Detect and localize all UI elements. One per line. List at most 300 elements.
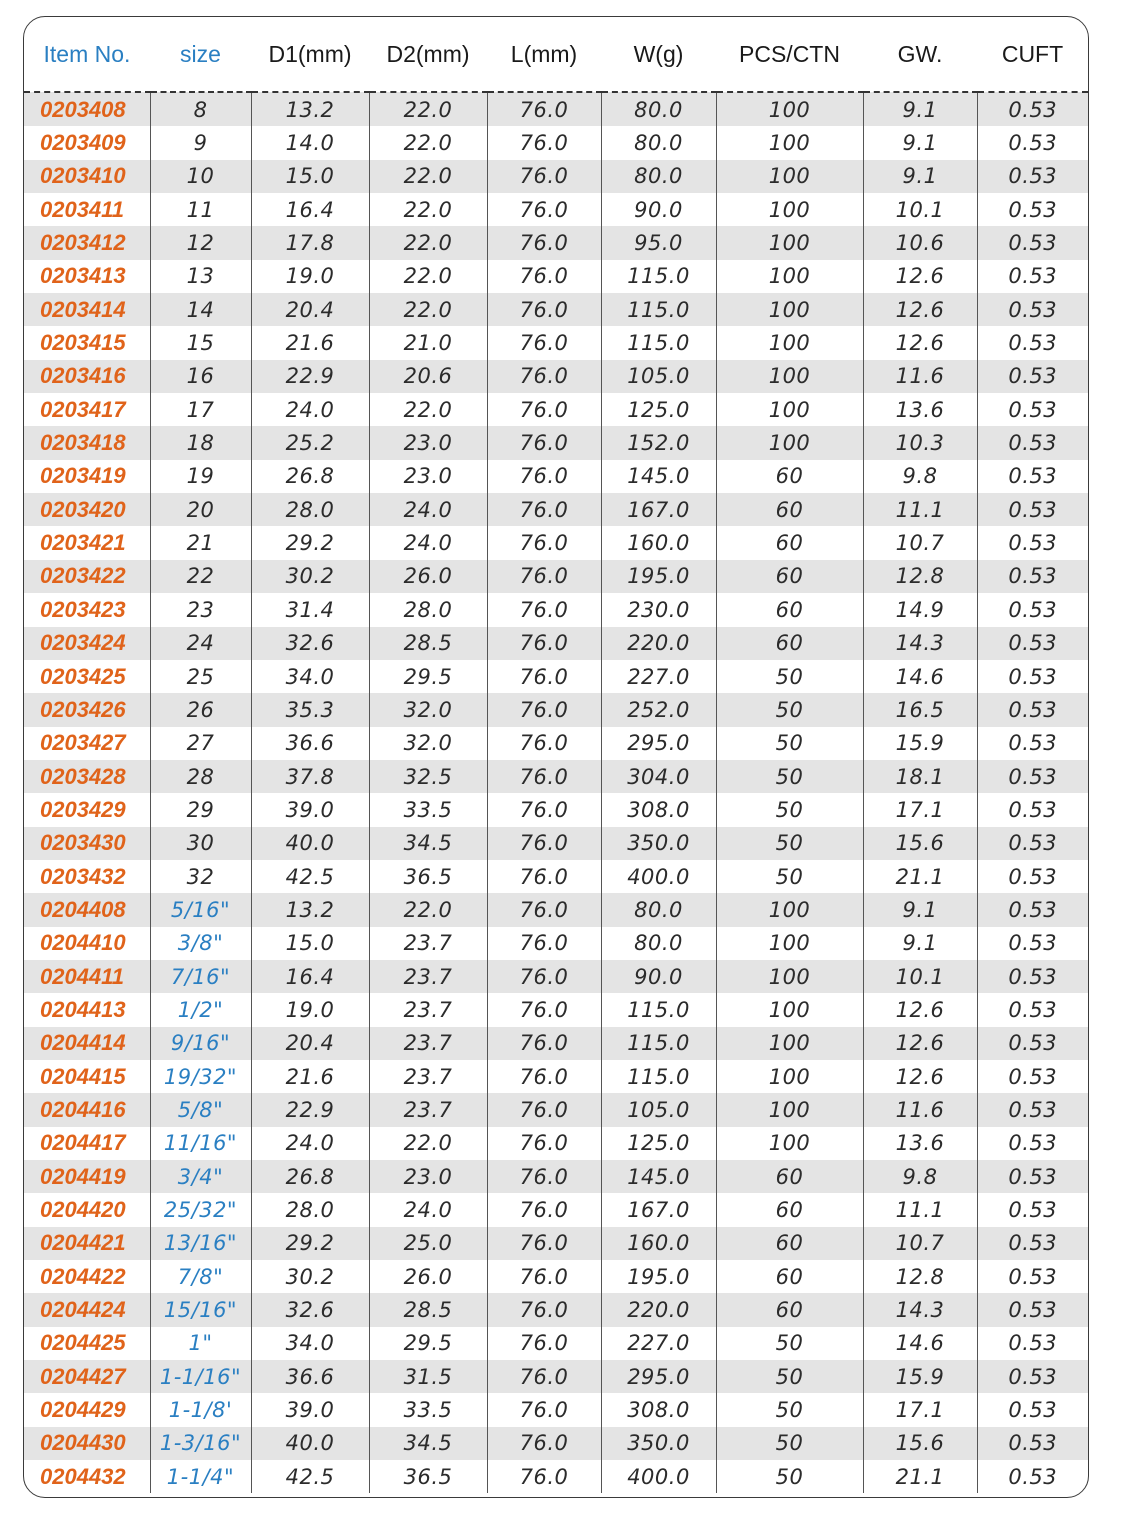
d2-cell: 23.7 [369, 993, 487, 1026]
d1-cell: 37.8 [251, 760, 369, 793]
length-cell: 76.0 [487, 126, 601, 159]
cuft-cell: 0.53 [977, 627, 1088, 660]
table-row [24, 1360, 1088, 1393]
length-cell: 76.0 [487, 1327, 601, 1360]
size-cell: 1-1/16" [150, 1360, 251, 1393]
d2-cell: 21.0 [369, 326, 487, 359]
d2-cell: 23.0 [369, 460, 487, 493]
length-cell: 76.0 [487, 393, 601, 426]
gross-weight-cell: 14.6 [863, 660, 977, 693]
weight-cell: 295.0 [601, 1360, 716, 1393]
length-cell: 76.0 [487, 1393, 601, 1426]
d1-cell: 16.4 [251, 960, 369, 993]
pcs-ctn-cell: 50 [716, 827, 863, 860]
weight-cell: 115.0 [601, 260, 716, 293]
d1-cell: 36.6 [251, 1360, 369, 1393]
d1-cell: 22.9 [251, 1093, 369, 1126]
weight-cell: 105.0 [601, 360, 716, 393]
d2-cell: 32.0 [369, 727, 487, 760]
cuft-cell: 0.53 [977, 1193, 1088, 1226]
d1-cell: 39.0 [251, 793, 369, 826]
cuft-cell: 0.53 [977, 1293, 1088, 1326]
header-size: size [150, 17, 251, 92]
d2-cell: 22.0 [369, 92, 487, 126]
length-cell: 76.0 [487, 593, 601, 626]
weight-cell: 400.0 [601, 860, 716, 893]
table-row [24, 226, 1088, 259]
pcs-ctn-cell: 100 [716, 326, 863, 359]
d1-cell: 26.8 [251, 460, 369, 493]
weight-cell: 152.0 [601, 426, 716, 459]
d1-cell: 13.2 [251, 92, 369, 126]
size-cell: 11 [150, 193, 251, 226]
d2-cell: 25.0 [369, 1227, 487, 1260]
d1-cell: 36.6 [251, 727, 369, 760]
pcs-ctn-cell: 100 [716, 393, 863, 426]
table-row [24, 593, 1088, 626]
d1-cell: 26.8 [251, 1160, 369, 1193]
pcs-ctn-cell: 60 [716, 593, 863, 626]
gross-weight-cell: 13.6 [863, 1127, 977, 1160]
length-cell: 76.0 [487, 1160, 601, 1193]
pcs-ctn-cell: 50 [716, 1427, 863, 1460]
d1-cell: 30.2 [251, 560, 369, 593]
table-row [24, 460, 1088, 493]
weight-cell: 80.0 [601, 160, 716, 193]
length-cell: 76.0 [487, 927, 601, 960]
d2-cell: 32.0 [369, 693, 487, 726]
cuft-cell: 0.53 [977, 293, 1088, 326]
table-row [24, 526, 1088, 559]
gross-weight-cell: 12.6 [863, 293, 977, 326]
cuft-cell: 0.53 [977, 1460, 1088, 1493]
cuft-cell: 0.53 [977, 1393, 1088, 1426]
length-cell: 76.0 [487, 1360, 601, 1393]
gross-weight-cell: 17.1 [863, 1393, 977, 1426]
d2-cell: 26.0 [369, 1260, 487, 1293]
cuft-cell: 0.53 [977, 126, 1088, 159]
pcs-ctn-cell: 100 [716, 226, 863, 259]
pcs-ctn-cell: 60 [716, 1160, 863, 1193]
gross-weight-cell: 9.1 [863, 92, 977, 126]
d1-cell: 24.0 [251, 1127, 369, 1160]
pcs-ctn-cell: 100 [716, 1093, 863, 1126]
d2-cell: 33.5 [369, 1393, 487, 1426]
size-cell: 19/32" [150, 1060, 251, 1093]
length-cell: 76.0 [487, 827, 601, 860]
item-no-cell: 0204415 [40, 1063, 126, 1089]
weight-cell: 220.0 [601, 627, 716, 660]
length-cell: 76.0 [487, 1427, 601, 1460]
size-cell: 13/16" [150, 1227, 251, 1260]
gross-weight-cell: 11.6 [863, 1093, 977, 1126]
length-cell: 76.0 [487, 860, 601, 893]
size-cell: 11/16" [150, 1127, 251, 1160]
weight-cell: 195.0 [601, 560, 716, 593]
table-row [24, 1293, 1088, 1326]
weight-cell: 80.0 [601, 92, 716, 126]
table-row [24, 560, 1088, 593]
item-no-cell: 0203414 [24, 293, 150, 326]
item-no-cell: 0204417 [40, 1130, 126, 1156]
pcs-ctn-cell: 100 [716, 993, 863, 1026]
table-body [24, 92, 1088, 1493]
weight-cell: 115.0 [601, 1027, 716, 1060]
item-no-cell: 0203420 [24, 493, 150, 526]
item-no-cell: 0203411 [40, 196, 125, 222]
weight-cell: 400.0 [601, 1460, 716, 1493]
d1-cell: 31.4 [251, 593, 369, 626]
weight-cell: 125.0 [601, 1127, 716, 1160]
size-cell: 7/16" [150, 960, 251, 993]
cuft-cell: 0.53 [977, 727, 1088, 760]
d2-cell: 23.7 [369, 927, 487, 960]
size-cell: 25 [150, 660, 251, 693]
table-row [24, 160, 1088, 193]
d2-cell: 23.7 [369, 1027, 487, 1060]
cuft-cell: 0.53 [977, 1227, 1088, 1260]
header-weight: W(g) [601, 17, 716, 92]
gross-weight-cell: 12.6 [863, 1060, 977, 1093]
weight-cell: 160.0 [601, 526, 716, 559]
gross-weight-cell: 12.6 [863, 260, 977, 293]
gross-weight-cell: 14.3 [863, 1293, 977, 1326]
size-cell: 20 [150, 493, 251, 526]
table-row [24, 1460, 1088, 1493]
pcs-ctn-cell: 60 [716, 1260, 863, 1293]
d2-cell: 23.7 [369, 1093, 487, 1126]
header-d1: D1(mm) [251, 17, 369, 92]
size-cell: 30 [150, 827, 251, 860]
weight-cell: 145.0 [601, 1160, 716, 1193]
item-no-cell: 0204410 [40, 930, 126, 956]
cuft-cell: 0.53 [977, 426, 1088, 459]
gross-weight-cell: 14.9 [863, 593, 977, 626]
size-cell: 15 [150, 326, 251, 359]
size-cell: 1/2" [150, 993, 251, 1026]
gross-weight-cell: 17.1 [863, 793, 977, 826]
d1-cell: 40.0 [251, 1427, 369, 1460]
cuft-cell: 0.53 [977, 1360, 1088, 1393]
length-cell: 76.0 [487, 993, 601, 1026]
weight-cell: 95.0 [601, 226, 716, 259]
table-row [24, 426, 1088, 459]
item-no-cell: 0204420 [40, 1197, 126, 1223]
d2-cell: 33.5 [369, 793, 487, 826]
length-cell: 76.0 [487, 1260, 601, 1293]
item-no-cell: 0204429 [40, 1397, 126, 1423]
d2-cell: 23.7 [369, 960, 487, 993]
gross-weight-cell: 15.6 [863, 1427, 977, 1460]
cuft-cell: 0.53 [977, 1427, 1088, 1460]
cuft-cell: 0.53 [977, 893, 1088, 926]
d2-cell: 22.0 [369, 393, 487, 426]
d1-cell: 32.6 [251, 627, 369, 660]
pcs-ctn-cell: 60 [716, 1193, 863, 1226]
gross-weight-cell: 11.6 [863, 360, 977, 393]
size-cell: 3/8" [150, 927, 251, 960]
cuft-cell: 0.53 [977, 1327, 1088, 1360]
table-row [24, 1327, 1088, 1360]
weight-cell: 227.0 [601, 660, 716, 693]
length-cell: 76.0 [487, 960, 601, 993]
cuft-cell: 0.53 [977, 493, 1088, 526]
length-cell: 76.0 [487, 326, 601, 359]
d1-cell: 30.2 [251, 1260, 369, 1293]
weight-cell: 115.0 [601, 293, 716, 326]
length-cell: 76.0 [487, 727, 601, 760]
length-cell: 76.0 [487, 1027, 601, 1060]
d2-cell: 28.0 [369, 593, 487, 626]
d1-cell: 22.9 [251, 360, 369, 393]
d1-cell: 21.6 [251, 1060, 369, 1093]
size-cell: 1-1/8' [150, 1393, 251, 1426]
item-no-cell: 0203419 [40, 463, 126, 489]
d1-cell: 16.4 [251, 193, 369, 226]
size-cell: 1-3/16" [150, 1427, 251, 1460]
spec-table-frame [23, 16, 1089, 1498]
gross-weight-cell: 14.6 [863, 1327, 977, 1360]
pcs-ctn-cell: 60 [716, 460, 863, 493]
length-cell: 76.0 [487, 1060, 601, 1093]
pcs-ctn-cell: 100 [716, 1027, 863, 1060]
size-cell: 1" [150, 1327, 251, 1360]
item-no-cell: 0203417 [40, 396, 126, 422]
d2-cell: 22.0 [369, 126, 487, 159]
weight-cell: 252.0 [601, 693, 716, 726]
size-cell: 24 [150, 627, 251, 660]
item-no-cell: 0204419 [24, 1160, 150, 1193]
d1-cell: 39.0 [251, 1393, 369, 1426]
gross-weight-cell: 15.9 [863, 1360, 977, 1393]
d2-cell: 28.5 [369, 627, 487, 660]
item-no-cell: 0203418 [24, 426, 150, 459]
table-row [24, 627, 1088, 660]
item-no-cell: 0204414 [24, 1027, 150, 1060]
d1-cell: 20.4 [251, 293, 369, 326]
length-cell: 76.0 [487, 360, 601, 393]
d1-cell: 28.0 [251, 493, 369, 526]
table-row [24, 827, 1088, 860]
item-no-cell: 0203421 [40, 530, 126, 556]
table-row [24, 693, 1088, 726]
cuft-cell: 0.53 [977, 326, 1088, 359]
d2-cell: 23.0 [369, 1160, 487, 1193]
gross-weight-cell: 10.3 [863, 426, 977, 459]
pcs-ctn-cell: 50 [716, 1360, 863, 1393]
table-row [24, 660, 1088, 693]
weight-cell: 295.0 [601, 727, 716, 760]
size-cell: 17 [150, 393, 251, 426]
cuft-cell: 0.53 [977, 1160, 1088, 1193]
table-row [24, 893, 1088, 926]
d2-cell: 29.5 [369, 1327, 487, 1360]
d1-cell: 15.0 [251, 160, 369, 193]
d2-cell: 22.0 [369, 160, 487, 193]
d2-cell: 26.0 [369, 560, 487, 593]
weight-cell: 90.0 [601, 193, 716, 226]
table-row [24, 193, 1088, 226]
pcs-ctn-cell: 100 [716, 160, 863, 193]
item-no-cell: 0204421 [24, 1227, 150, 1260]
cuft-cell: 0.53 [977, 360, 1088, 393]
length-cell: 76.0 [487, 92, 601, 126]
cuft-cell: 0.53 [977, 1127, 1088, 1160]
item-no-cell: 0204430 [24, 1427, 150, 1460]
table-row [24, 993, 1088, 1026]
d2-cell: 24.0 [369, 526, 487, 559]
weight-cell: 115.0 [601, 1060, 716, 1093]
cuft-cell: 0.53 [977, 560, 1088, 593]
item-no-cell: 0204424 [24, 1293, 150, 1326]
pcs-ctn-cell: 60 [716, 526, 863, 559]
item-no-cell: 0203423 [40, 596, 126, 622]
cuft-cell: 0.53 [977, 860, 1088, 893]
item-no-cell: 0203429 [40, 796, 126, 822]
gross-weight-cell: 16.5 [863, 693, 977, 726]
d2-cell: 22.0 [369, 893, 487, 926]
table-row [24, 1193, 1088, 1226]
item-no-cell: 0203428 [24, 760, 150, 793]
size-cell: 8 [150, 92, 251, 126]
item-no-cell: 0203415 [40, 330, 126, 356]
item-no-cell: 0203413 [40, 263, 126, 289]
cuft-cell: 0.53 [977, 260, 1088, 293]
d1-cell: 42.5 [251, 1460, 369, 1493]
table-row [24, 393, 1088, 426]
d2-cell: 23.7 [369, 1060, 487, 1093]
gross-weight-cell: 9.8 [863, 460, 977, 493]
pcs-ctn-cell: 50 [716, 860, 863, 893]
d1-cell: 21.6 [251, 326, 369, 359]
d1-cell: 42.5 [251, 860, 369, 893]
gross-weight-cell: 9.1 [863, 126, 977, 159]
gross-weight-cell: 9.1 [863, 160, 977, 193]
pcs-ctn-cell: 50 [716, 760, 863, 793]
cuft-cell: 0.53 [977, 760, 1088, 793]
item-no-cell: 0203412 [24, 226, 150, 259]
weight-cell: 230.0 [601, 593, 716, 626]
length-cell: 76.0 [487, 426, 601, 459]
table-header [24, 17, 1088, 92]
length-cell: 76.0 [487, 1460, 601, 1493]
table-row [24, 927, 1088, 960]
size-cell: 27 [150, 727, 251, 760]
weight-cell: 105.0 [601, 1093, 716, 1126]
d1-cell: 20.4 [251, 1027, 369, 1060]
weight-cell: 350.0 [601, 827, 716, 860]
cuft-cell: 0.53 [977, 593, 1088, 626]
table-row [24, 760, 1088, 793]
d2-cell: 24.0 [369, 1193, 487, 1226]
size-cell: 9 [150, 126, 251, 159]
item-no-cell: 0203430 [24, 827, 150, 860]
size-cell: 18 [150, 426, 251, 459]
d1-cell: 17.8 [251, 226, 369, 259]
d1-cell: 25.2 [251, 426, 369, 459]
pcs-ctn-cell: 50 [716, 660, 863, 693]
d1-cell: 24.0 [251, 393, 369, 426]
weight-cell: 125.0 [601, 393, 716, 426]
table-row [24, 260, 1088, 293]
cuft-cell: 0.53 [977, 660, 1088, 693]
size-cell: 32 [150, 860, 251, 893]
size-cell: 28 [150, 760, 251, 793]
weight-cell: 167.0 [601, 493, 716, 526]
size-cell: 10 [150, 160, 251, 193]
length-cell: 76.0 [487, 893, 601, 926]
gross-weight-cell: 13.6 [863, 393, 977, 426]
weight-cell: 160.0 [601, 1227, 716, 1260]
cuft-cell: 0.53 [977, 793, 1088, 826]
item-no-cell: 0204413 [40, 996, 126, 1022]
size-cell: 3/4" [150, 1160, 251, 1193]
d2-cell: 22.0 [369, 1127, 487, 1160]
length-cell: 76.0 [487, 693, 601, 726]
item-no-cell: 0203410 [24, 160, 150, 193]
d2-cell: 22.0 [369, 226, 487, 259]
table-row [24, 92, 1088, 126]
item-no-cell: 0204432 [40, 1463, 126, 1489]
table-row [24, 960, 1088, 993]
table-row [24, 1260, 1088, 1293]
d1-cell: 14.0 [251, 126, 369, 159]
size-cell: 15/16" [150, 1293, 251, 1326]
table-row [24, 1427, 1088, 1460]
item-no-cell: 0204427 [24, 1360, 150, 1393]
d2-cell: 36.5 [369, 1460, 487, 1493]
gross-weight-cell: 11.1 [863, 1193, 977, 1226]
item-no-cell: 0203416 [24, 360, 150, 393]
item-no-cell: 0203409 [40, 130, 126, 156]
header-pcs-ctn: PCS/CTN [716, 17, 863, 92]
pcs-ctn-cell: 100 [716, 293, 863, 326]
d1-cell: 35.3 [251, 693, 369, 726]
weight-cell: 80.0 [601, 927, 716, 960]
weight-cell: 227.0 [601, 1327, 716, 1360]
d1-cell: 19.0 [251, 260, 369, 293]
gross-weight-cell: 9.8 [863, 1160, 977, 1193]
pcs-ctn-cell: 100 [716, 260, 863, 293]
gross-weight-cell: 14.3 [863, 627, 977, 660]
pcs-ctn-cell: 60 [716, 560, 863, 593]
length-cell: 76.0 [487, 793, 601, 826]
gross-weight-cell: 18.1 [863, 760, 977, 793]
size-cell: 22 [150, 560, 251, 593]
length-cell: 76.0 [487, 1093, 601, 1126]
item-no-cell: 0204425 [40, 1330, 126, 1356]
cuft-cell: 0.53 [977, 1027, 1088, 1060]
size-cell: 12 [150, 226, 251, 259]
item-no-cell: 0204411 [24, 960, 150, 993]
gross-weight-cell: 12.8 [863, 1260, 977, 1293]
length-cell: 76.0 [487, 760, 601, 793]
pcs-ctn-cell: 50 [716, 1460, 863, 1493]
cuft-cell: 0.53 [977, 1093, 1088, 1126]
d1-cell: 29.2 [251, 1227, 369, 1260]
header-d2: D2(mm) [369, 17, 487, 92]
pcs-ctn-cell: 100 [716, 1060, 863, 1093]
d2-cell: 22.0 [369, 260, 487, 293]
length-cell: 76.0 [487, 1227, 601, 1260]
pcs-ctn-cell: 60 [716, 493, 863, 526]
size-cell: 13 [150, 260, 251, 293]
item-no-cell: 0203424 [24, 627, 150, 660]
size-cell: 25/32" [150, 1193, 251, 1226]
d2-cell: 28.5 [369, 1293, 487, 1326]
header-length: L(mm) [487, 17, 601, 92]
table-row [24, 1027, 1088, 1060]
